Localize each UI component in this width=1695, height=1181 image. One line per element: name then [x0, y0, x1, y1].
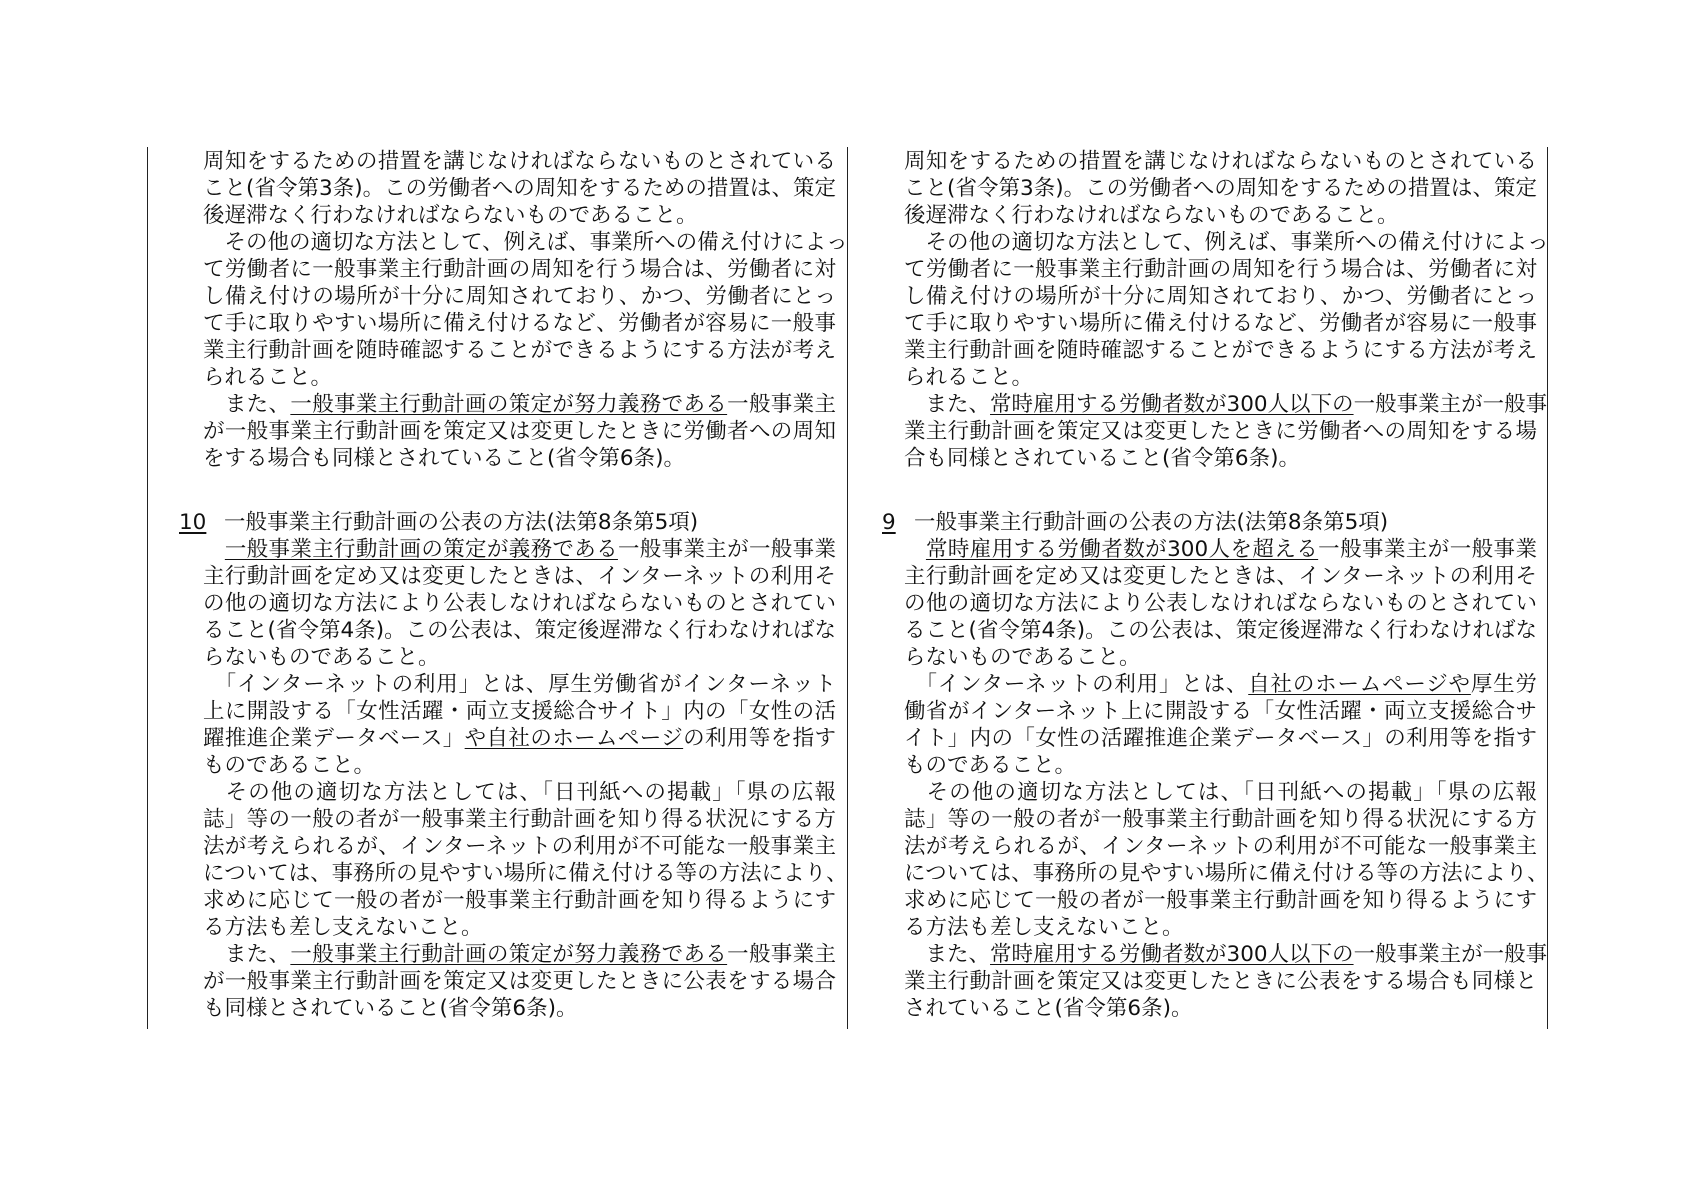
left-border-line — [147, 147, 148, 1029]
text-segment: らないものであること。 — [904, 645, 1141, 670]
text-segment: 働省がインターネット上に開設する「女性活躍・両立支援総合サ — [904, 699, 1537, 724]
text-segment: ること(省令第4条)。この公表は、策定後遅滞なく行わなければな — [203, 618, 836, 643]
text-line — [904, 671, 1537, 698]
text-line — [203, 725, 836, 752]
text-line — [904, 644, 1537, 671]
text-line — [904, 887, 1537, 914]
text-line — [904, 310, 1537, 337]
text-segment: 一般事業主 — [727, 942, 836, 967]
text-segment: 一般事業主 — [727, 392, 836, 417]
text-line — [904, 175, 1537, 202]
underlined-text: 常時雇用する労働者数が300人を超える — [925, 537, 1319, 562]
text-line — [203, 590, 836, 617]
underlined-text: 自社のホームページや — [1248, 672, 1471, 697]
text-line — [904, 806, 1537, 833]
text-segment: また、 — [203, 392, 291, 417]
underlined-text: や自社のホームページ — [464, 726, 684, 751]
text-segment: こと(省令第3条)。この労働者への周知をするための措置は、策定 — [203, 176, 836, 201]
left-block-1 — [203, 148, 848, 472]
text-line — [203, 644, 836, 671]
text-segment: る方法も差し支えないこと。 — [904, 915, 1184, 940]
text-segment: 上に開設する「女性活躍・両立支援総合サイト」内の「女性の活 — [203, 699, 836, 724]
text-line — [203, 941, 836, 968]
right-block-1 — [904, 148, 1549, 472]
text-line — [904, 256, 1537, 283]
text-line — [203, 779, 836, 806]
text-segment: その他の適切な方法としては、「日刊紙への掲載」「県の広報 — [904, 780, 1537, 805]
text-segment: て労働者に一般事業主行動計画の周知を行う場合は、労働者に対 — [203, 257, 836, 282]
underlined-text: 常時雇用する労働者数が300人以下の — [990, 392, 1354, 417]
text-line — [203, 968, 836, 995]
text-line — [203, 995, 836, 1022]
text-segment: 周知をするための措置を講じなければならないものとされている — [904, 149, 1537, 174]
text-segment: の他の適切な方法により公表しなければならないものとされてい — [203, 591, 836, 616]
left-block-2 — [203, 536, 848, 1022]
text-segment: 後遅滞なく行わなければならないものであること。 — [203, 203, 698, 228]
text-line — [904, 590, 1537, 617]
text-line — [203, 914, 836, 941]
text-segment: 法が考えられるが、インターネットの利用が不可能な一般事業主 — [904, 834, 1537, 859]
text-line — [203, 752, 836, 779]
text-line — [904, 418, 1537, 445]
text-segment: 誌」等の一般の者が一般事業主行動計画を知り得る状況にする方 — [203, 807, 836, 832]
text-segment: 「インターネットの利用」とは、 — [904, 672, 1249, 697]
text-segment: については、事務所の見やすい場所に備え付ける等の方法により、 — [904, 861, 1549, 886]
text-line — [904, 914, 1537, 941]
text-segment: 一般事業主が一般事 — [1353, 942, 1548, 967]
text-segment: ものであること。 — [203, 753, 376, 778]
underlined-text: 一般事業主行動計画の策定が義務である — [224, 537, 618, 562]
text-segment: されていること(省令第6条)。 — [904, 996, 1193, 1021]
text-line — [203, 445, 836, 472]
text-line — [904, 364, 1537, 391]
text-line — [904, 941, 1548, 968]
text-line — [203, 337, 836, 364]
text-segment: の他の適切な方法により公表しなければならないものとされてい — [904, 591, 1537, 616]
text-segment: ものであること。 — [904, 753, 1077, 778]
right-border-line — [1547, 147, 1548, 1029]
text-line — [203, 283, 836, 310]
text-segment: ること(省令第4条)。この公表は、策定後遅滞なく行わなければな — [904, 618, 1537, 643]
text-segment: 求めに応じて一般の者が一般事業主行動計画を知り得るようにす — [203, 888, 836, 913]
text-segment: 誌」等の一般の者が一般事業主行動計画を知り得る状況にする方 — [904, 807, 1537, 832]
text-segment: 周知をするための措置を講じなければならないものとされている — [203, 149, 836, 174]
text-segment: また、 — [904, 392, 991, 417]
text-line — [904, 752, 1537, 779]
text-segment: 厚生労 — [1470, 672, 1537, 697]
text-line — [203, 202, 836, 229]
text-line — [904, 148, 1537, 175]
column-divider-line — [847, 147, 848, 1029]
text-segment: その他の適切な方法として、例えば、事業所への備え付けによっ — [203, 230, 848, 255]
text-segment: をする場合も同様とされていること(省令第6条)。 — [203, 446, 685, 471]
text-segment: 業主行動計画を随時確認することができるようにする方法が考え — [203, 338, 836, 363]
underlined-text: 一般事業主行動計画の策定が努力義務である — [290, 942, 728, 967]
text-segment: て労働者に一般事業主行動計画の周知を行う場合は、労働者に対 — [904, 257, 1537, 282]
underlined-text: 常時雇用する労働者数が300人以下の — [990, 942, 1354, 967]
text-line — [904, 968, 1537, 995]
text-line — [904, 536, 1537, 563]
section-title: 一般事業主行動計画の公表の方法(法第8条第5項) — [224, 510, 699, 535]
text-segment: こと(省令第3条)。この労働者への周知をするための措置は、策定 — [904, 176, 1537, 201]
text-line — [904, 698, 1537, 725]
text-line — [904, 229, 1549, 256]
text-segment: 後遅滞なく行わなければならないものであること。 — [904, 203, 1399, 228]
text-line — [904, 391, 1548, 418]
text-line — [203, 364, 836, 391]
text-line — [904, 860, 1549, 887]
text-segment: 求めに応じて一般の者が一般事業主行動計画を知り得るようにす — [904, 888, 1537, 913]
section-title: 一般事業主行動計画の公表の方法(法第8条第5項) — [914, 510, 1389, 535]
right-block-2 — [904, 536, 1549, 1022]
text-segment: については、事務所の見やすい場所に備え付ける等の方法により、 — [203, 861, 848, 886]
text-segment: られること。 — [203, 365, 333, 390]
text-segment: 法が考えられるが、インターネットの利用が不可能な一般事業主 — [203, 834, 836, 859]
text-segment: し備え付けの場所が十分に周知されており、かつ、労働者にとっ — [904, 284, 1537, 309]
text-line — [904, 563, 1537, 590]
text-segment: が一般事業主行動計画を策定又は変更したときに公表をする場合 — [203, 969, 836, 994]
text-segment — [904, 537, 926, 562]
text-line — [203, 806, 836, 833]
text-line — [203, 671, 836, 698]
text-segment: の利用等を指す — [683, 726, 836, 751]
text-segment: る方法も差し支えないこと。 — [203, 915, 483, 940]
text-segment: イト」内の「女性の活躍推進企業データベース」の利用等を指す — [904, 726, 1537, 751]
text-line — [203, 536, 836, 563]
text-segment: 業主行動計画を策定又は変更したときに労働者への周知をする場 — [904, 419, 1537, 444]
text-segment: 躍推進企業データベース」 — [203, 726, 465, 751]
text-line — [203, 860, 848, 887]
text-segment: また、 — [203, 942, 291, 967]
text-line — [904, 283, 1537, 310]
text-segment: 業主行動計画を策定又は変更したときに公表をする場合も同様と — [904, 969, 1537, 994]
text-segment: 一般事業主が一般事業 — [1318, 537, 1537, 562]
section-number: 10 — [179, 510, 207, 535]
text-line — [203, 229, 848, 256]
text-segment: 主行動計画を定め又は変更したときは、インターネットの利用そ — [904, 564, 1537, 589]
text-line — [203, 391, 836, 418]
text-line — [904, 337, 1537, 364]
text-segment: し備え付けの場所が十分に周知されており、かつ、労働者にとっ — [203, 284, 836, 309]
text-segment: らないものであること。 — [203, 645, 440, 670]
text-segment: また、 — [904, 942, 991, 967]
text-segment: その他の適切な方法として、例えば、事業所への備え付けによっ — [904, 230, 1549, 255]
text-segment: 一般事業主が一般事 — [1353, 392, 1548, 417]
underlined-text: 一般事業主行動計画の策定が努力義務である — [290, 392, 728, 417]
text-line — [203, 418, 836, 445]
text-line — [904, 202, 1537, 229]
text-line — [904, 833, 1537, 860]
text-segment: 主行動計画を定め又は変更したときは、インターネットの利用そ — [203, 564, 836, 589]
text-segment: 合も同様とされていること(省令第6条)。 — [904, 446, 1300, 471]
text-segment: 業主行動計画を随時確認することができるようにする方法が考え — [904, 338, 1537, 363]
text-segment: て手に取りやすい場所に備え付けるなど、労働者が容易に一般事 — [203, 311, 836, 336]
section-number: 9 — [882, 510, 896, 535]
text-segment: られること。 — [904, 365, 1034, 390]
text-line — [904, 779, 1537, 806]
text-line — [904, 995, 1537, 1022]
text-line — [904, 617, 1537, 644]
text-segment: て手に取りやすい場所に備え付けるなど、労働者が容易に一般事 — [904, 311, 1537, 336]
text-line — [203, 175, 836, 202]
text-line — [904, 445, 1537, 472]
text-line — [203, 833, 836, 860]
text-line — [203, 563, 836, 590]
text-line — [203, 310, 836, 337]
text-segment — [203, 537, 225, 562]
text-segment: も同様とされていること(省令第6条)。 — [203, 996, 578, 1021]
text-segment: が一般事業主行動計画を策定又は変更したときに労働者への周知 — [203, 419, 836, 444]
text-line — [203, 698, 836, 725]
text-segment: 「インターネットの利用」とは、厚生労働省がインターネット — [203, 672, 836, 697]
text-segment: その他の適切な方法としては、「日刊紙への掲載」「県の広報 — [203, 780, 836, 805]
text-line — [203, 256, 836, 283]
text-segment: 一般事業主が一般事業 — [617, 537, 836, 562]
text-line — [203, 887, 836, 914]
text-line — [203, 617, 836, 644]
text-line — [904, 725, 1537, 752]
text-line — [203, 148, 836, 175]
